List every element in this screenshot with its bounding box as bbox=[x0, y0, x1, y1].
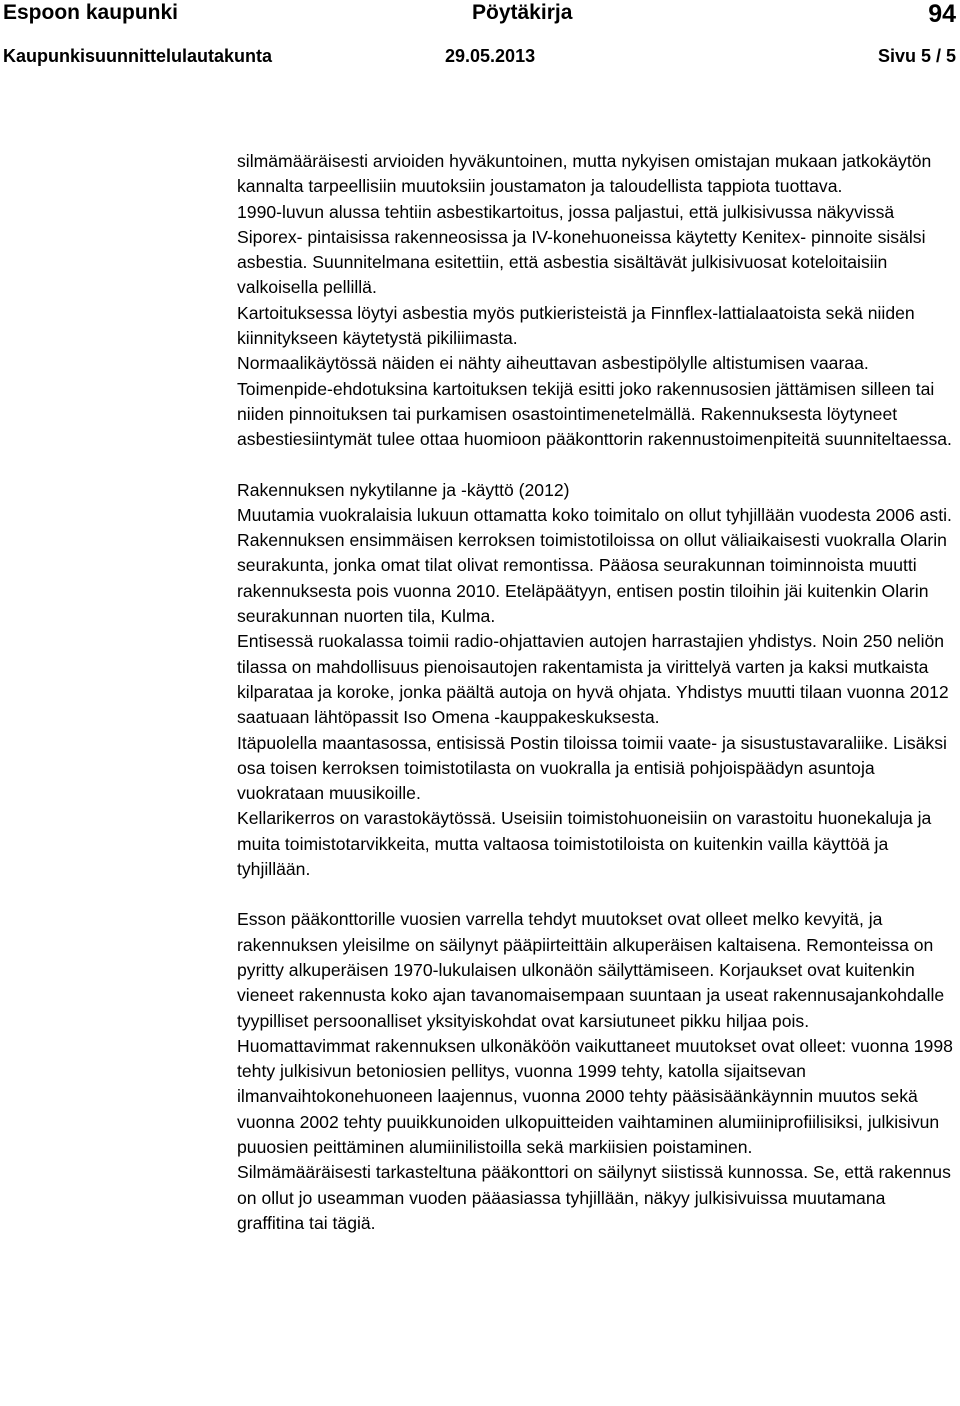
paragraph: Silmämääräisesti tarkasteltuna pääkonttori on säilynyt siistissä kunnossa. Se, että rakennus on ollut jo useamman vuoden pääasiassa tyhjillään, näkyy julkisivuissa muutamana graffitina tai tägiä. bbox=[237, 1162, 951, 1233]
paragraph: Normaalikäytössä näiden ei nähty aiheuttavan asbestipölylle altistumisen vaaraa. Toimenpide-ehdotuksina kartoituksen tekijä esitti joko rakennusosien jättämisen silleen tai niiden pinnoituksen tai purkamisen osastointimenetelmällä. Rakennuksesta löytyneet asbestiesiintymät tulee ottaa huomioon pääkonttorin rakennustoimenpiteitä suunniteltaessa. bbox=[237, 353, 952, 450]
meeting-date: 29.05.2013 bbox=[445, 46, 536, 66]
board-name: Kaupunkisuunnittelulautakunta bbox=[3, 46, 273, 66]
organization-name: Espoon kaupunki bbox=[3, 1, 179, 24]
header-row-top bbox=[3, 0, 956, 30]
paragraph: silmämääräisesti arvioiden hyväkuntoinen, mutta nykyisen omistajan mukaan jatkokäytön kannalta tarpeellisiin muutoksiin joustamaton ja taloudellista tappiota tuottava. bbox=[237, 151, 932, 197]
paragraph: Itäpuolella maantasossa, entisissä Postin tiloissa toimii vaate- ja sisustustavaraliike. Lisäksi osa toisen kerroksen toimistotilasta on vuokralla ja entisiä pohjoispäädyn asuntoja vuokrataan muusikoille. bbox=[237, 732, 947, 804]
header-row-bottom bbox=[3, 44, 956, 74]
paragraph: Entisessä ruokalassa toimii radio-ohjattavien autojen harrastajien yhdistys. Noin 250 neliön tilassa on mahdollisuus pienoisautojen rakentamista ja virittelyä varten ja kaksi mutkaista kilparataa ja koroke, jonka päältä autoja on hyvä ohjata. Yhdistys muutti tilaan vuonna 2012 saatuaan lähtöpassit Iso Omena -kauppakeskuksesta. bbox=[237, 631, 949, 728]
section-number: 94 bbox=[928, 0, 956, 28]
section-heading: Rakennuksen nykytilanne ja -käyttö (2012) bbox=[237, 479, 570, 500]
paragraph: Rakennuksen ensimmäisen kerroksen toimistotiloissa on ollut väliaikaisesti vuokralla Olarin seurakunta, jonka omat tilat olivat remontissa. Pääosa seurakunnan toiminnoista muutti rakennuksesta pois vuonna 2010. Eteläpäätyyn, entisen postin tiloihin jäi kuitenkin Olarin seurakunnan nuorten tila, Kulma. bbox=[237, 530, 947, 627]
paragraph: 1990-luvun alussa tehtiin asbestikartoitus, jossa paljastui, että julkisivussa näkyvissä Siporex- pintaisissa rakenneosissa ja IV-konehuoneissa käytetty Kenitex- pinnoite sisälsi asbestia. Suunnitelmana esitettiin, että asbestia sisältävät julkisivuosat koteloitaisiin valkoisella pellillä. bbox=[237, 201, 926, 298]
paragraph: Kellarikerros on varastokäytössä. Useisiin toimistohuoneisiin on varastoitu huonekaluja ja muita toimistotarvikkeita, mutta valtaosa toimistotiloista on kuitenkin vailla käyttöä ja tyhjillään. bbox=[237, 808, 932, 880]
paragraph: Kartoituksessa löytyi asbestia myös putkieristeistä ja Finnflex-lattialaatoista sekä niiden kiinnitykseen käytetystä pikiliimasta. bbox=[237, 302, 915, 349]
document-body bbox=[237, 149, 955, 1236]
paragraph: Muutamia vuokralaisia lukuun ottamatta koko toimitalo on ollut tyhjillään vuodesta 2006 asti. bbox=[237, 504, 952, 525]
paragraph: Huomattavimmat rakennuksen ulkonäköön vaikuttaneet muutokset ovat olleet: vuonna 1998 tehty julkisivun betoniosien pellitys, vuonna 1999 tehty, katolla sijaitsevan ilmanvaihtokonehuoneen laajennus, vuonna 2000 tehty pääsisäänkäynnin muutos sekä vuonna 2002 tehty puuikkunoiden ulkopuitteiden vaihtaminen alumiiniprofiilisiksi, julkisivun puuosien peittäminen alumiinilistoilla sekä markiisien poistaminen. bbox=[237, 1035, 953, 1157]
page-number: Sivu 5 / 5 bbox=[877, 46, 956, 66]
paragraph: Esson pääkonttorille vuosien varrella tehdyt muutokset ovat olleet melko kevyitä, ja rakennuksen yleisilme on säilynyt pääpiirteittäin alkuperäisen kaltaisena. Remonteissa on pyritty alkuperäisen 1970-lukulaisen ulkonäön säilyttämiseen. Korjaukset ovat kuitenkin vieneet rakennusta koko ajan tavanomaisempaan suuntaan ja useat rakennusajankohdalle tyypilliset persoonalliset yksityiskohdat ovat karsiutuneet pikku hiljaa pois. bbox=[237, 909, 945, 1031]
document-header bbox=[0, 0, 960, 78]
document-type: Pöytäkirja bbox=[472, 1, 573, 24]
